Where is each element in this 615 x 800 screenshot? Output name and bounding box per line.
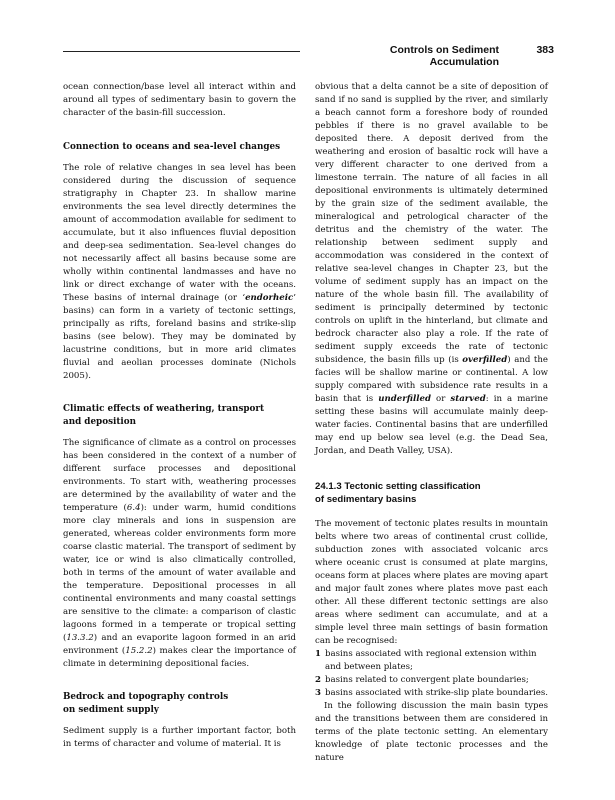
- term-endorheic: endorheic: [245, 293, 294, 303]
- paragraph-following-discussion: In the following discussion the main basin types and the transitions between them are considered in terms of the plate tectonic setting. An elementary knowledge of plate tectonic processes and the nature: [315, 701, 548, 763]
- basin-settings-list: [315, 648, 548, 700]
- intro-paragraph: ocean connection/base level all interact within and around all types of sedimentary basin to govern the character of the basin-fill succession.: [63, 82, 296, 118]
- paragraph-tectonic-plates: The movement of tectonic plates results in mountain belts where two areas of continental crust collide, subduction zones with associated volcanic arcs where oceanic crust is consumed at plate margins, oceans form at places where plates are moving apart and major fault zones where plates move past each other. All these different tectonic settings are also areas where sediment can accumulate, and at a simple level three main settings of basin formation can be recognised:: [315, 519, 548, 646]
- left-column: [63, 81, 296, 751]
- page-number: 383: [536, 44, 554, 56]
- list-item: 2 basins related to convergent plate boundaries;: [315, 675, 529, 685]
- list-item: 3 basins associated with strike-slip plate boundaries.: [315, 688, 549, 698]
- paragraph-climate: The significance of climate as a control on processes has been considered in the context of a number of different surface processes and depositional environments. To start with, weathering processes are determined by the availability of water and the temperature (6.4): under warm, humid conditions more clay minerals and ions in suspension are generated, whereas colder environments form more coarse clastic material. The transport of sediment by water, ice or wind is also climatically controlled, both in terms of the amount of water available and the temperature. Depositional processes in all continental environments and many coastal settings are sensitive to the climate: a comparison of clastic lagoons formed in a temperate or tropical setting (13.3.2) and an evaporite lagoon formed in an arid environment (15.2.2) makes clear the importance of climate in determining depositional facies.: [63, 438, 296, 669]
- paragraph-sea-level: The role of relative changes in sea level has been considered during the discussion of sequence stratigraphy in Chapter 23. In shallow marine environments the sea level directly determines the amount of accommodation available for sediment to accumulate, but it also influences fluvial deposition and deep-sea sedimentation. Sea-level changes do not necessarily affect all basins because some are wholly within continental landmasses and have no link or direct exchange of water with the oceans. These basins of internal drainage (or ‘endorheic’ basins) can form in a variety of tectonic settings, principally as rifts, foreland basins and strike-slip basins (see below). They may be dominated by lacustrine conditions, but in more arid climates fluvial and aeolian processes dominate (Nichols 2005).: [63, 163, 296, 381]
- section-heading-24-1-3: 24.1.3 Tectonic setting classification of sedimentary basins: [315, 481, 481, 505]
- heading-bedrock-topography: Bedrock and topography controls on sediment supply: [63, 692, 229, 715]
- paragraph-delta-supply: obvious that a delta cannot be a site of deposition of sand if no sand is supplied by the river, and similarly a beach cannot form a foreshore body of rounded pebbles if there is no gravel available to be deposited there. A deposit derived from the weathering and erosion of basaltic rock will have a very different character to one derived from a limestone terrain. The nature of all facies in all depositional environments is ultimately determined by the grain size of the sediment available, the mineralogical and petrological character of the detritus and the chemistry of the water. The relationship between sediment supply and accommodation was considered in the context of relative sea-level changes in Chapter 23, but the volume of sediment supply has an impact on the nature of the whole basin fill. The availability of sediment is principally determined by tectonic controls on uplift in the hinterland, but climate and bedrock character also play a role. If the rate of sediment supply exceeds the rate of tectonic subsidence, the basin fills up (is overfilled) and the facies will be shallow marine or continental. A low supply compared with subsidence rate results in a basin that is underfilled or starved: in a marine setting these basins will accumulate mainly deep-water facies. Continental basins that are underfilled may end up below sea level (e.g. the Dead Sea, Jordan, and Death Valley, USA).: [315, 82, 548, 456]
- ref-15-2-2: 15.2.2: [125, 646, 153, 656]
- list-item: 1 basins associated with regional extension within and between plates;: [315, 649, 537, 672]
- term-underfilled: underfilled: [378, 394, 431, 404]
- term-starved: starved: [450, 394, 486, 404]
- ref-13-3-2: 13.3.2: [66, 633, 94, 643]
- header-rule: [63, 51, 300, 52]
- heading-climatic-effects: Climatic effects of weathering, transport and deposition: [63, 404, 265, 427]
- paragraph-sediment-supply: Sediment supply is a further important factor, both in terms of character and volume of material. It is: [63, 726, 296, 749]
- right-column: [315, 81, 548, 765]
- running-header-title: Controls on Sediment Accumulation: [389, 44, 499, 68]
- ref-6-4: 6.4: [126, 503, 141, 513]
- term-overfilled: overfilled: [462, 355, 508, 365]
- heading-ocean-connection: Connection to oceans and sea-level changes: [63, 142, 281, 152]
